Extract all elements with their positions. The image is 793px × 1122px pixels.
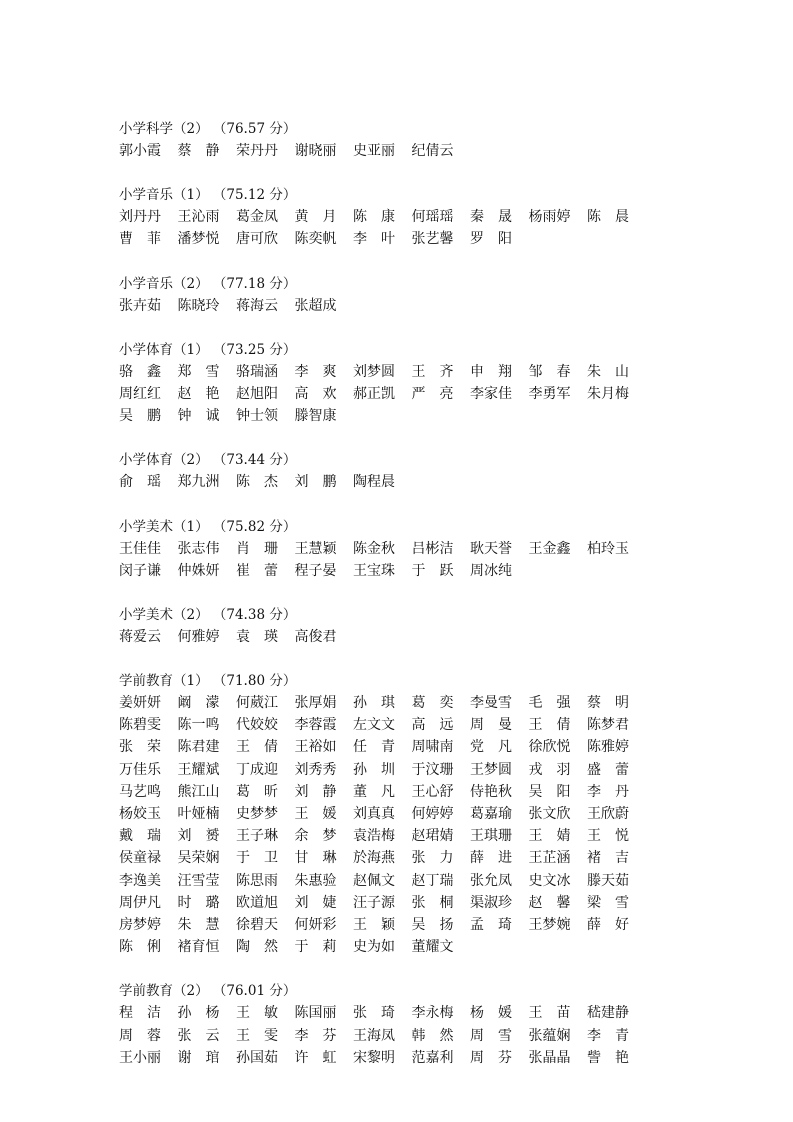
- candidate-name: 俞 瑶: [119, 474, 161, 491]
- candidate-name: 赵珺婧: [411, 828, 454, 845]
- candidate-name: 柏玲玉: [587, 540, 629, 557]
- candidate-name: 李 青: [587, 1027, 629, 1044]
- candidate-name: 杨 媛: [470, 1005, 512, 1022]
- candidate-name: 程 洁: [119, 1005, 161, 1022]
- candidate-name: 陈雅婷: [587, 739, 629, 756]
- candidate-name: 张允凤: [470, 872, 512, 889]
- candidate-name: 郭小霞: [119, 143, 161, 159]
- candidate-name: 陈梦君: [587, 717, 629, 734]
- candidate-name: 党 凡: [470, 739, 512, 756]
- section-heading: 学前教育（1） （71.80 分）: [119, 673, 297, 690]
- candidate-name: 王 媛: [294, 806, 337, 822]
- candidate-name: 訾 艳: [587, 1049, 629, 1066]
- candidate-name: 陈碧雯: [119, 717, 161, 734]
- candidate-name: 周啸南: [411, 739, 454, 756]
- candidate-name: 闵子谦: [119, 562, 161, 579]
- candidate-name: 孙 圳: [353, 761, 395, 778]
- candidate-name: 何婷婷: [411, 806, 454, 822]
- candidate-name: 袁浩梅: [353, 828, 395, 845]
- candidate-name: 戴 瑞: [119, 828, 161, 845]
- candidate-name: 万佳乐: [119, 761, 161, 778]
- candidate-name: 杨雨婷: [528, 209, 571, 226]
- candidate-name: 韩 然: [411, 1027, 454, 1044]
- candidate-name: 潘梦悦: [177, 231, 220, 248]
- candidate-name: 谢 琯: [177, 1049, 220, 1066]
- name-row: [119, 383, 639, 405]
- candidate-name: 刘 赟: [177, 828, 220, 845]
- candidate-name: 李家佳: [470, 385, 512, 402]
- candidate-name: 盛 蕾: [587, 761, 629, 778]
- candidate-name: 张 桐: [411, 894, 454, 911]
- candidate-name: 葛 奕: [411, 695, 454, 712]
- candidate-name: 史文冰: [528, 872, 571, 889]
- candidate-name: 张卉茹: [119, 297, 161, 314]
- candidate-name: 代姣姣: [236, 717, 278, 734]
- candidate-name: 赵 艳: [177, 385, 220, 402]
- candidate-name: 张文欣: [528, 806, 571, 822]
- candidate-name: 蒋海云: [236, 297, 278, 314]
- candidate-name: 嵇建静: [587, 1005, 629, 1022]
- candidate-name: 郝正凯: [353, 385, 395, 402]
- candidate-name: 叶娅楠: [177, 806, 220, 822]
- name-row: [119, 361, 639, 383]
- section-heading: 小学体育（2） （73.44 分）: [119, 452, 297, 469]
- candidate-name: 何葳江: [236, 695, 278, 712]
- candidate-name: 秦 晟: [470, 209, 512, 226]
- candidate-name: 高 远: [411, 717, 454, 734]
- name-row: [119, 560, 639, 582]
- candidate-name: 侯童禄: [119, 850, 161, 867]
- candidate-name: 李 丹: [587, 783, 629, 800]
- candidate-name: 王梦婉: [528, 916, 571, 933]
- candidate-name: 王 婧: [528, 828, 571, 845]
- candidate-name: 钟士领: [236, 408, 278, 425]
- candidate-name: 陶程晨: [353, 474, 395, 491]
- candidate-name: 孙国茹: [236, 1049, 278, 1066]
- candidate-name: 房梦婷: [119, 916, 161, 933]
- candidate-name: 陈一鸣: [177, 717, 220, 734]
- candidate-name: 荣丹丹: [236, 143, 278, 159]
- candidate-name: 周 蓉: [119, 1027, 161, 1044]
- section-heading: 小学美术（2） （74.38 分）: [119, 606, 297, 623]
- candidate-name: 李 叶: [353, 231, 395, 248]
- candidate-name: 谢晓丽: [294, 143, 337, 159]
- candidate-name: 吕彬洁: [411, 540, 454, 557]
- candidate-name: 于 卫: [236, 850, 278, 867]
- name-row: [119, 847, 639, 869]
- name-row: [119, 759, 639, 781]
- candidate-name: 史亚丽: [353, 143, 395, 159]
- candidate-name: 于 跃: [411, 562, 454, 579]
- candidate-name: 郑 雪: [177, 363, 220, 380]
- candidate-name: 葛嘉瑜: [470, 806, 512, 822]
- candidate-name: 宋黎明: [353, 1049, 395, 1066]
- section-heading: 小学音乐（1） （75.12 分）: [119, 187, 297, 204]
- candidate-name: 李逸美: [119, 872, 161, 889]
- roster-section: [119, 449, 639, 493]
- name-row: [119, 781, 639, 803]
- name-row: [119, 1025, 639, 1047]
- roster-section: [119, 184, 639, 250]
- candidate-name: 余 梦: [294, 828, 337, 845]
- roster-section: [119, 980, 639, 1069]
- candidate-name: 徐欣悦: [528, 739, 571, 756]
- candidate-name: 朱 山: [587, 363, 629, 380]
- candidate-name: 肖 珊: [236, 540, 278, 557]
- name-row: [119, 936, 639, 958]
- candidate-name: 朱月梅: [587, 385, 629, 402]
- candidate-name: 梁 雪: [587, 894, 629, 911]
- candidate-name: 孙 杨: [177, 1005, 220, 1022]
- candidate-name: 周冰纯: [470, 562, 512, 579]
- candidate-name: 王 苗: [528, 1005, 571, 1022]
- candidate-name: 王宝珠: [353, 562, 395, 579]
- candidate-name: 杨姣玉: [119, 806, 161, 822]
- candidate-name: 李永梅: [411, 1005, 454, 1022]
- candidate-name: 高俊君: [294, 628, 337, 645]
- candidate-name: 渠淑珍: [470, 894, 512, 911]
- name-row: [119, 405, 639, 427]
- candidate-name: 马艺鸣: [119, 783, 161, 800]
- roster-section: [119, 339, 639, 428]
- candidate-name: 刘 婕: [294, 894, 337, 911]
- name-row: [119, 736, 639, 758]
- candidate-name: 黄 月: [294, 209, 337, 226]
- candidate-name: 丁成迎: [236, 761, 278, 778]
- candidate-name: 王 倩: [236, 739, 278, 756]
- candidate-name: 申 翔: [470, 363, 512, 380]
- candidate-name: 於海燕: [353, 850, 395, 867]
- candidate-name: 周 芬: [470, 1049, 512, 1066]
- section-heading: 小学体育（1） （73.25 分）: [119, 341, 297, 358]
- candidate-name: 王佳佳: [119, 540, 161, 557]
- candidate-name: 张 荣: [119, 739, 161, 756]
- name-row: [119, 914, 639, 936]
- candidate-name: 薛 进: [470, 850, 512, 867]
- name-row: [119, 1047, 639, 1069]
- candidate-name: 纪倩云: [411, 143, 454, 159]
- candidate-name: 李 芬: [294, 1027, 337, 1044]
- name-row: [119, 140, 639, 162]
- candidate-name: 张 云: [177, 1027, 220, 1044]
- candidate-name: 赵丁瑞: [411, 872, 454, 889]
- candidate-name: 王耀斌: [177, 761, 220, 778]
- name-row: [119, 228, 639, 250]
- candidate-name: 姜妍妍: [119, 695, 161, 712]
- candidate-name: 王 悦: [587, 828, 629, 845]
- candidate-name: 戎 羽: [528, 761, 571, 778]
- candidate-name: 周 雪: [470, 1027, 512, 1044]
- candidate-name: 王欣蔚: [587, 806, 629, 822]
- candidate-name: 钟 诚: [177, 408, 220, 425]
- candidate-name: 蔡 静: [177, 143, 220, 159]
- candidate-name: 张蕴娴: [528, 1027, 571, 1044]
- candidate-name: 曹 菲: [119, 231, 161, 248]
- candidate-name: 李勇军: [528, 385, 571, 402]
- candidate-name: 王梦圆: [470, 761, 512, 778]
- candidate-name: 王 雯: [236, 1027, 278, 1044]
- candidate-name: 仲姝妍: [177, 562, 220, 579]
- candidate-name: 耿天誉: [470, 540, 512, 557]
- candidate-name: 陈国丽: [294, 1005, 337, 1022]
- candidate-name: 王裕如: [294, 739, 337, 756]
- candidate-name: 阚 濛: [177, 695, 220, 712]
- candidate-name: 毛 强: [528, 695, 571, 712]
- candidate-name: 王芷涵: [528, 850, 571, 867]
- candidate-name: 陈 俐: [119, 939, 161, 956]
- candidate-name: 陈晓玲: [177, 297, 220, 314]
- candidate-name: 史为如: [353, 939, 395, 956]
- candidate-name: 吴 鹏: [119, 408, 161, 425]
- name-row: [119, 471, 639, 493]
- candidate-name: 吴 阳: [528, 783, 571, 800]
- candidate-name: 汪雪莹: [177, 872, 220, 889]
- candidate-name: 熊江山: [177, 783, 220, 800]
- candidate-name: 骆瑞涵: [236, 363, 278, 380]
- candidate-name: 陈君建: [177, 739, 220, 756]
- candidate-name: 于 莉: [294, 939, 337, 956]
- candidate-name: 何妍彩: [294, 916, 337, 933]
- roster-section: [119, 118, 639, 162]
- candidate-name: 徐碧天: [236, 916, 278, 933]
- candidate-name: 陈思雨: [236, 872, 278, 889]
- candidate-name: 刘梦圆: [353, 363, 395, 380]
- candidate-name: 王海凤: [353, 1027, 395, 1044]
- candidate-name: 陶 然: [236, 939, 278, 956]
- name-row: [119, 1002, 639, 1024]
- candidate-name: 王 颖: [353, 916, 395, 933]
- candidate-name: 朱 慧: [177, 916, 220, 933]
- candidate-name: 孟 琦: [470, 916, 512, 933]
- candidate-name: 任 青: [353, 739, 395, 756]
- candidate-name: 严 亮: [411, 385, 454, 402]
- name-row: [119, 870, 639, 892]
- candidate-name: 李 爽: [294, 363, 337, 380]
- candidate-name: 葛金凤: [236, 209, 278, 226]
- candidate-name: 张厚娟: [294, 695, 337, 712]
- roster-section: [119, 516, 639, 582]
- name-row: [119, 295, 639, 317]
- candidate-name: 葛 昕: [236, 783, 278, 800]
- candidate-name: 赵旭阳: [236, 385, 278, 402]
- candidate-name: 张志伟: [177, 540, 220, 557]
- candidate-name: 罗 阳: [470, 231, 512, 248]
- candidate-name: 刘丹丹: [119, 209, 161, 226]
- name-row: [119, 538, 639, 560]
- candidate-name: 王琪珊: [470, 828, 512, 845]
- candidate-name: 周伊凡: [119, 894, 161, 911]
- candidate-name: 王沁雨: [177, 209, 220, 226]
- candidate-name: 张艺馨: [411, 231, 454, 248]
- candidate-name: 滕天茹: [587, 872, 629, 889]
- section-heading: 小学美术（1） （75.82 分）: [119, 518, 297, 535]
- name-row: [119, 803, 639, 825]
- candidate-name: 刘真真: [353, 806, 395, 822]
- candidate-name: 王心舒: [411, 783, 454, 800]
- section-heading: 小学科学（2） （76.57 分）: [119, 121, 297, 137]
- candidate-name: 董耀文: [411, 939, 454, 956]
- name-row: [119, 825, 639, 847]
- candidate-name: 孙 琪: [353, 695, 395, 712]
- candidate-name: 赵佩文: [353, 872, 395, 889]
- roster-section: [119, 273, 639, 317]
- candidate-name: 王 齐: [411, 363, 454, 380]
- candidate-name: 周红红: [119, 385, 161, 402]
- name-row: [119, 692, 639, 714]
- candidate-name: 蔡 明: [587, 695, 629, 712]
- candidate-name: 李曼雪: [470, 695, 512, 712]
- candidate-name: 高 欢: [294, 385, 337, 402]
- candidate-name: 骆 鑫: [119, 363, 161, 380]
- name-row: [119, 892, 639, 914]
- candidate-name: 陈奕帆: [294, 231, 337, 248]
- candidate-name: 刘秀秀: [294, 761, 337, 778]
- candidate-name: 褚育恒: [177, 939, 220, 956]
- candidate-name: 甘 琳: [294, 850, 337, 867]
- candidate-name: 左文文: [353, 717, 395, 734]
- candidate-name: 程子晏: [294, 562, 337, 579]
- document-body: [119, 118, 639, 1091]
- roster-section: [119, 670, 639, 958]
- candidate-name: 张 琦: [353, 1005, 395, 1022]
- candidate-name: 于汶珊: [411, 761, 454, 778]
- candidate-name: 王 倩: [528, 717, 571, 734]
- candidate-name: 薛 好: [587, 916, 629, 933]
- candidate-name: 陈 晨: [587, 209, 629, 226]
- candidate-name: 史梦梦: [236, 806, 278, 822]
- section-heading: 小学音乐（2） （77.18 分）: [119, 275, 297, 292]
- candidate-name: 滕智康: [294, 408, 337, 425]
- candidate-name: 张晶晶: [528, 1049, 571, 1066]
- section-heading: 学前教育（2） （76.01 分）: [119, 983, 297, 1000]
- candidate-name: 王子琳: [236, 828, 278, 845]
- candidate-name: 周 曼: [470, 717, 512, 734]
- candidate-name: 陈 康: [353, 209, 395, 226]
- candidate-name: 朱惠验: [294, 872, 337, 889]
- candidate-name: 李蓉霞: [294, 717, 337, 734]
- candidate-name: 袁 瑛: [236, 628, 278, 645]
- candidate-name: 唐可欣: [236, 231, 278, 248]
- candidate-name: 王 敏: [236, 1005, 278, 1022]
- candidate-name: 郑九洲: [177, 474, 220, 491]
- candidate-name: 汪子源: [353, 894, 395, 911]
- candidate-name: 许 虹: [294, 1049, 337, 1066]
- candidate-name: 何瑶瑶: [411, 209, 454, 226]
- candidate-name: 欧道旭: [236, 894, 278, 911]
- candidate-name: 刘 鹏: [294, 474, 337, 491]
- candidate-name: 邹 春: [528, 363, 571, 380]
- candidate-name: 王慧颖: [294, 540, 337, 557]
- candidate-name: 陈 杰: [236, 474, 278, 491]
- name-row: [119, 626, 639, 648]
- candidate-name: 张 力: [411, 850, 454, 867]
- candidate-name: 侍艳秋: [470, 783, 512, 800]
- candidate-name: 吴 扬: [411, 916, 454, 933]
- candidate-name: 赵 馨: [528, 894, 571, 911]
- candidate-name: 董 凡: [353, 783, 395, 800]
- roster-section: [119, 604, 639, 648]
- candidate-name: 蒋爱云: [119, 628, 161, 645]
- candidate-name: 刘 静: [294, 783, 337, 800]
- candidate-name: 王金鑫: [528, 540, 571, 557]
- candidate-name: 崔 蕾: [236, 562, 278, 579]
- candidate-name: 陈金秋: [353, 540, 395, 557]
- candidate-name: 何雅婷: [177, 628, 220, 645]
- candidate-name: 吴荣娴: [177, 850, 220, 867]
- candidate-name: 王小丽: [119, 1049, 161, 1066]
- name-row: [119, 206, 639, 228]
- candidate-name: 时 璐: [177, 894, 220, 911]
- candidate-name: 张超成: [294, 297, 337, 314]
- name-row: [119, 714, 639, 736]
- candidate-name: 褚 吉: [587, 850, 629, 867]
- candidate-name: 范嘉利: [411, 1049, 454, 1066]
